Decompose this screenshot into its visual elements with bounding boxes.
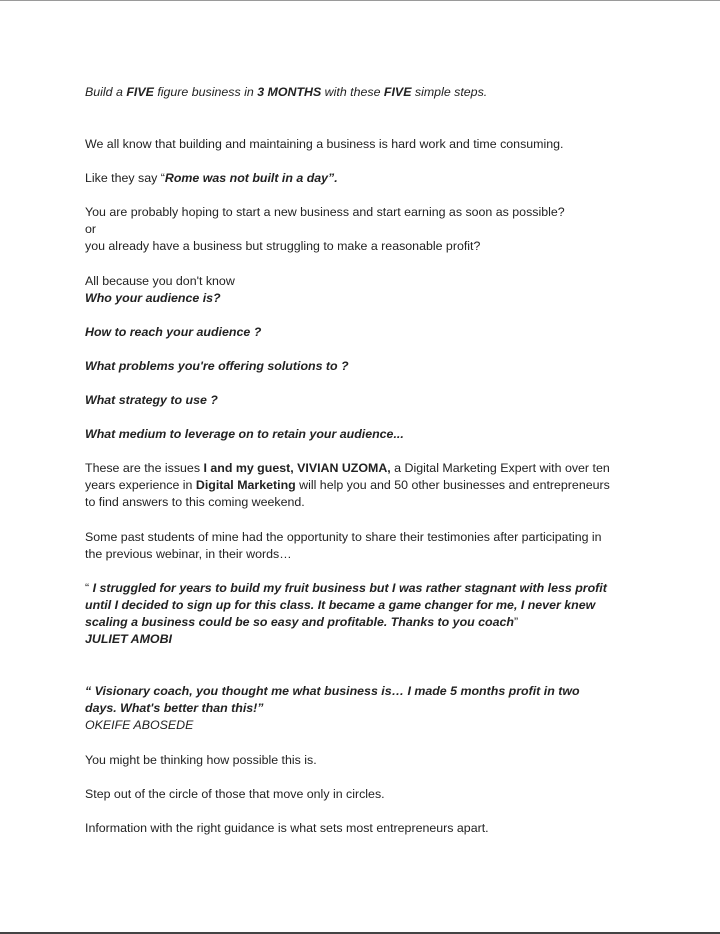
question-item: Who your audience is? bbox=[85, 291, 221, 305]
or-line: or bbox=[85, 222, 97, 236]
question-item: What problems you're offering solutions to ? bbox=[85, 359, 349, 373]
issues-emphasis: I and my guest, VIVIAN UZOMA, bbox=[203, 461, 391, 475]
intro-paragraph: We all know that building and maintaining a business is hard work and time consuming. bbox=[85, 137, 564, 151]
quote-mark: ” bbox=[513, 615, 519, 629]
headline-part: Build a bbox=[85, 85, 127, 99]
headline bbox=[85, 84, 487, 101]
testimonial-2-line: days. What's better than this!” bbox=[85, 701, 264, 715]
dont-know-line: All because you don't know bbox=[85, 274, 235, 288]
rome-line bbox=[85, 170, 338, 187]
issues-text: a Digital Marketing Expert with over ten bbox=[390, 461, 610, 475]
issues-line-1 bbox=[85, 460, 610, 477]
page-top-border bbox=[0, 0, 720, 1]
testimonial-1-line: until I decided to sign up for this class. It became a game changer for me, I never knew bbox=[85, 598, 596, 612]
issues-line-3: to find answers to this coming weekend. bbox=[85, 495, 305, 509]
testimonial-text: I struggled for years to build my fruit business but I was rather stagnant with less profit bbox=[92, 581, 607, 595]
already-line: you already have a business but struggling to make a reasonable profit? bbox=[85, 239, 481, 253]
headline-emphasis: FIVE bbox=[126, 85, 154, 99]
headline-part: figure business in bbox=[153, 85, 258, 99]
closing-line: Information with the right guidance is what sets most entrepreneurs apart. bbox=[85, 821, 489, 835]
students-line: the previous webinar, in their words… bbox=[85, 547, 292, 561]
testimonial-1-line bbox=[85, 614, 518, 631]
closing-line: Step out of the circle of those that move only in circles. bbox=[85, 787, 385, 801]
headline-emphasis: FIVE bbox=[383, 85, 412, 99]
testimonial-2-author: OKEIFE ABOSEDE bbox=[85, 718, 194, 732]
rome-quote: Rome was not built in a day”. bbox=[164, 171, 338, 185]
rome-prefix: Like they say “ bbox=[85, 171, 165, 185]
quote-mark: “ bbox=[85, 581, 93, 595]
headline-part: simple steps. bbox=[411, 85, 488, 99]
issues-line-2 bbox=[85, 477, 610, 494]
question-item: What strategy to use ? bbox=[85, 393, 218, 407]
question-item: What medium to leverage on to retain your audience... bbox=[85, 427, 404, 441]
testimonial-2-line: “ Visionary coach, you thought me what business is… I made 5 months profit in two bbox=[85, 684, 580, 698]
testimonial-1-line bbox=[85, 580, 607, 597]
testimonial-1-author: JULIET AMOBI bbox=[85, 632, 172, 646]
issues-text: will help you and 50 other businesses and entrepreneurs bbox=[295, 478, 610, 492]
hoping-line: You are probably hoping to start a new business and start earning as soon as possible? bbox=[85, 205, 565, 219]
students-line: Some past students of mine had the opportunity to share their testimonies after participating in bbox=[85, 530, 602, 544]
testimonial-text: scaling a business could be so easy and profitable. Thanks to you coach bbox=[85, 615, 514, 629]
issues-text: These are the issues bbox=[85, 461, 204, 475]
issues-text: years experience in bbox=[85, 478, 196, 492]
issues-emphasis: Digital Marketing bbox=[195, 478, 296, 492]
headline-emphasis: 3 MONTHS bbox=[257, 85, 322, 99]
closing-line: You might be thinking how possible this is. bbox=[85, 753, 317, 767]
question-item: How to reach your audience ? bbox=[85, 325, 262, 339]
headline-part: with these bbox=[321, 85, 384, 99]
